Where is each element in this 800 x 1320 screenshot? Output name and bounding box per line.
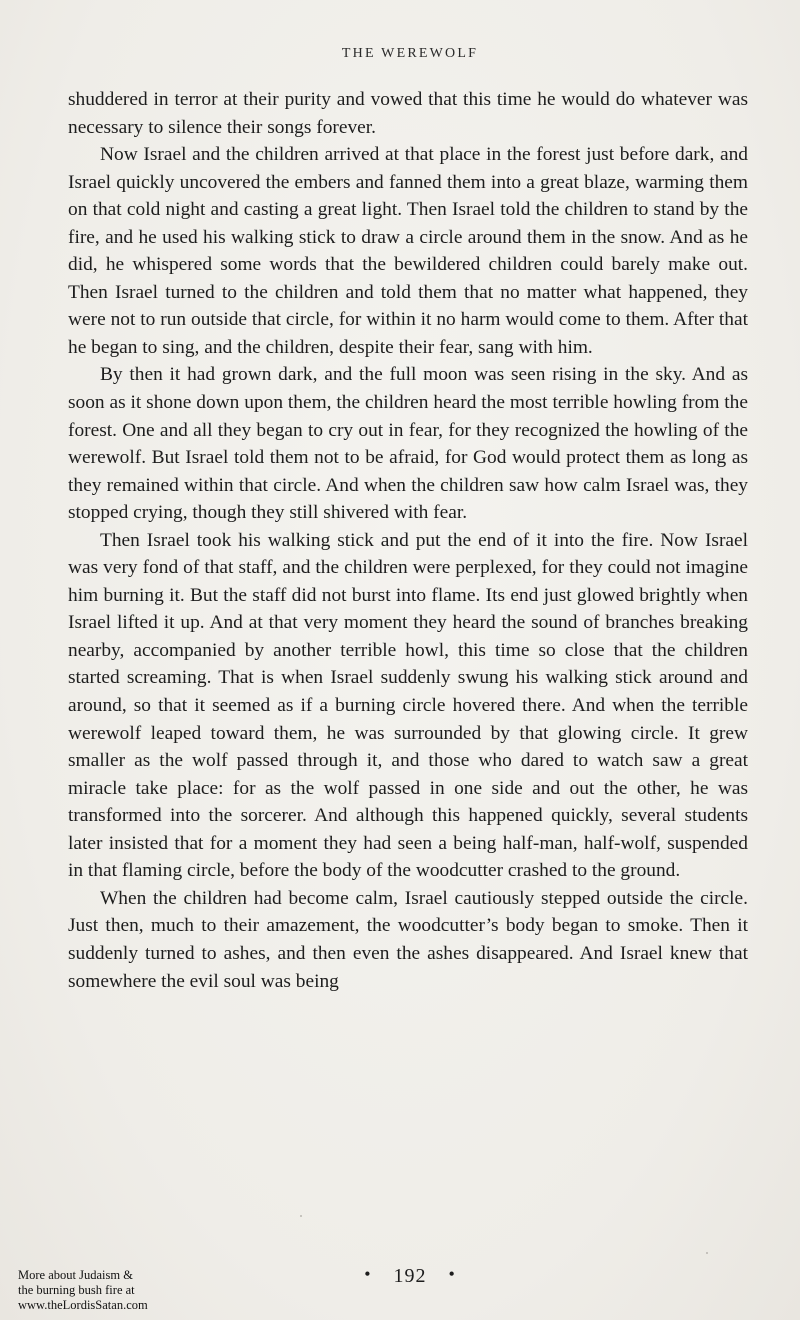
- paragraph: When the children had become calm, Israel cautiously stepped outside the circle. Just then, much to their amazement, the woodcutter’s body began to smoke. Then it suddenly turned to ashes, and then even the ashes disappeared. And Israel knew that somewhere the evil soul was being: [68, 887, 748, 992]
- footer-note-line: More about Judaism &: [18, 1268, 133, 1282]
- paragraph: shuddered in terror at their purity and vowed that this time he would do whatever was necessary to silence their songs forever.: [68, 89, 748, 138]
- paper-speck: [706, 1252, 708, 1254]
- body-text: [68, 86, 748, 995]
- paper-speck: [300, 1215, 302, 1217]
- bullet-left: •: [364, 1264, 372, 1284]
- footer-note-line: the burning bush fire at: [18, 1283, 135, 1297]
- paragraph: Now Israel and the children arrived at that place in the forest just before dark, and Israel quickly uncovered the embers and fanned them into a great blaze, warming them on that cold night and casting a great light. Then Israel told the children to stand by the fire, and he used his walking stick to draw a circle around them in the snow. And as he did, he whispered some words that the bewildered children could barely make out. Then Israel turned to the children and told them that no matter what happened, they were not to run outside that circle, for within it no harm would come to them. After that he began to sing, and the children, despite their fear, sang with him.: [68, 144, 748, 358]
- footer-note-url[interactable]: www.theLordisSatan.com: [18, 1298, 148, 1312]
- paragraph: Then Israel took his walking stick and put the end of it into the fire. Now Israel was very fond of that staff, and the children were perplexed, for they could not imagine him burning it. But the staff did not burst into flame. Its end just glowed brightly when Israel lifted it up. And at that very moment they heard the sound of branches breaking nearby, accompanied by another terrible howl, this time so close that the children started screaming. That is when Israel suddenly swung his walking stick around and around, so that it seemed as if a burning circle hovered there. And when the terrible werewolf leaped toward them, he was surrounded by that glowing circle. It grew smaller as the wolf passed through it, and those who dared to watch saw a great miracle take place: for as the wolf passed in one side and out the other, he was transformed into the sorcerer. And although this happened quickly, several students later insisted that for a moment they had seen a being half-man, half-wolf, suspended in that flaming circle, before the body of the woodcutter crashed to the ground.: [68, 529, 748, 882]
- page-number-value: 192: [393, 1265, 427, 1287]
- running-head: THE WEREWOLF: [341, 46, 479, 61]
- footer-note: [18, 1268, 198, 1313]
- bullet-right: •: [448, 1264, 456, 1284]
- paragraph: By then it had grown dark, and the full moon was seen rising in the sky. And as soon as it shone down upon them, the children heard the most terrible howling from the forest. One and all they began to cry out in fear, for they recognized the howling of the werewolf. But Israel told them not to be afraid, for God would protect them as long as they remained within that circle. And when the children saw how calm Israel was, they stopped crying, though they still shivered with fear.: [68, 364, 748, 524]
